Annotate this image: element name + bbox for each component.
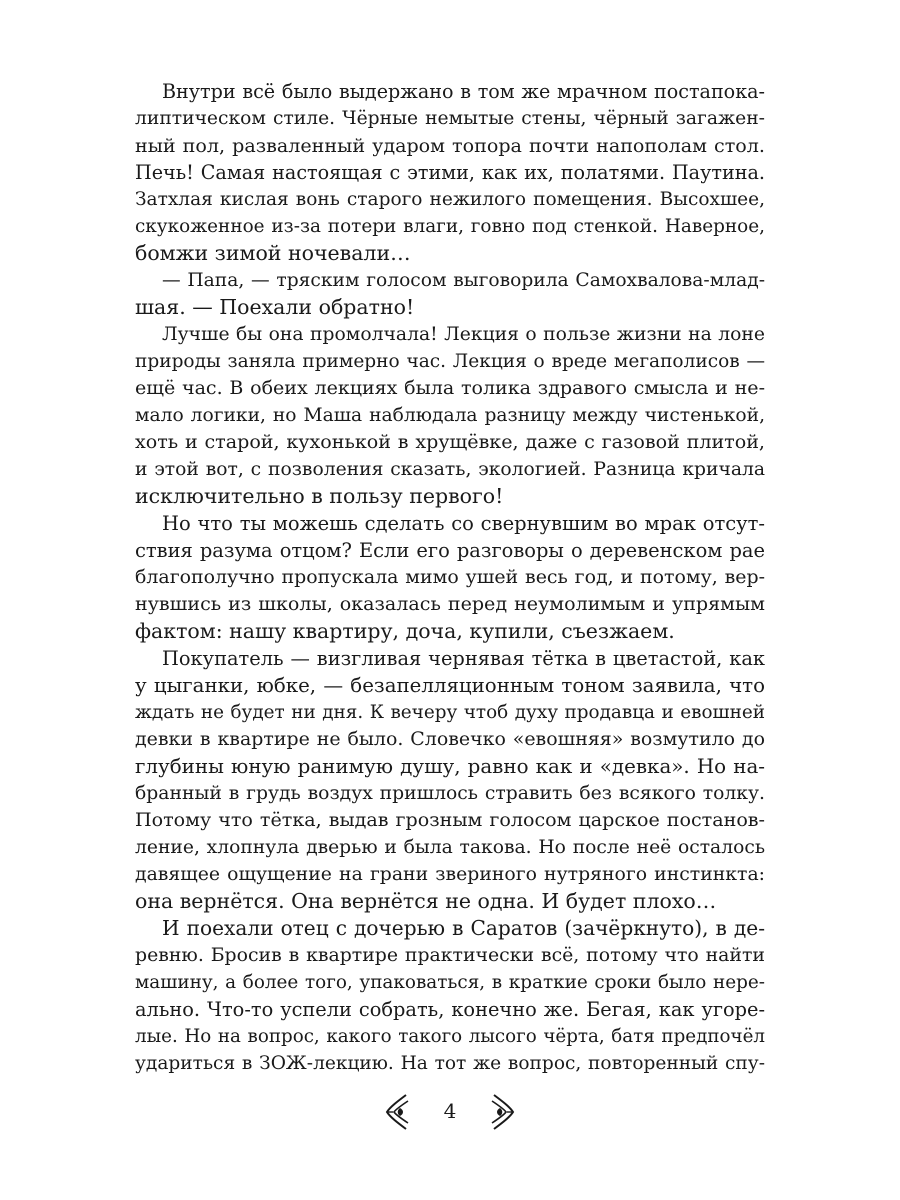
text-line: ствия разума отцом? Если его разговоры о деревенском рае (135, 539, 765, 562)
text-line: И поехали отец с дочерью в Саратов (зачёркнуто), в де- (162, 916, 765, 940)
text-line: бомжи зимой ночевали… (135, 241, 411, 265)
text-line: Покупатель — визгливая чернявая тётка в цветастой, как (162, 647, 765, 670)
text-line: машину, а более того, упаковаться, в краткие сроки было нере- (135, 972, 765, 993)
text-line: липтическом стиле. Чёрные немытые стены, чёрный загажен- (135, 108, 765, 129)
text-line: нувшись из школы, оказалась перед неумолимым и упрямым (135, 593, 765, 615)
text-line: Но что ты можешь сделать со свернувшим во мрак отсут- (162, 512, 765, 535)
text-line: скукоженное из-за потери влаги, говно под стенкой. Наверное, (135, 216, 765, 237)
text-line: у цыганки, юбке, — безапелляционным тоном заявила, что (135, 674, 765, 697)
text-line: Внутри всё было выдержано в том же мрачном постапока- (162, 80, 765, 103)
text-line: девки в квартире не было. Словечко «евошняя» возмутило до (135, 728, 765, 750)
text-line: удариться в ЗОЖ-лекцию. На тот же вопрос, повторенный спу- (135, 1053, 765, 1074)
text-line: мало логики, но Маша наблюдала разницу между чистенькой, (135, 405, 765, 426)
text-line: — Папа, — тряским голосом выговорила Самохвалова-млад- (162, 270, 765, 291)
text-line: хоть и старой, кухонькой в хрущёвке, даже с газовой плитой, (135, 431, 765, 453)
text-line: Потому что тётка, выдав грозным голосом царское постанов- (135, 809, 765, 831)
text-line: ревню. Бросив в квартире практически всё, потому что найти (135, 944, 765, 966)
text-line: лые. Но на вопрос, какого такого лысого чёрта, батя предпочёл (135, 1026, 765, 1047)
text-line: ально. Что-то успели собрать, конечно же. Бегая, как угоре- (135, 998, 765, 1021)
page-footer (0, 1085, 900, 1145)
text-line: ждать не будет ни дня. К вечеру чтоб духу продавца и евошней (135, 702, 765, 723)
text-line: давящее ощущение на грани звериного нутряного инстинкта: (135, 864, 765, 885)
text-line: ещё час. В обеих лекциях была толика здравого смысла и не- (135, 377, 765, 399)
text-line: она вернётся. Она вернётся не одна. И будет плохо… (135, 889, 717, 913)
text-line: шая. — Поехали обратно! (135, 295, 415, 319)
right-ornament-icon (488, 1091, 516, 1133)
text-line: природы заняла примерно час. Лекция о вреде мегаполисов — (135, 351, 765, 372)
text-line: ление, хлопнула дверью и была такова. Но после неё осталось (135, 837, 765, 858)
text-line: фактом: нашу квартиру, доча, купили, съезжаем. (135, 619, 675, 643)
text-line: благополучно пропускала мимо ушей весь год, и потому, вер- (135, 566, 765, 588)
body-text (135, 78, 765, 1077)
left-ornament-icon (384, 1091, 412, 1133)
text-line: и этой вот, с позволения сказать, экологией. Разница кричала (135, 459, 765, 480)
text-line: ный пол, разваленный ударом топора почти напополам стол. (135, 134, 765, 157)
text-line: Затхлая кислая вонь старого нежилого помещения. Высохшее, (135, 189, 765, 210)
text-line: Печь! Самая настоящая с этими, как их, полатями. Паутина. (135, 161, 765, 184)
text-line: исключительно в пользу первого! (135, 484, 504, 508)
text-line: глубины юную ранимую душу, равно как и «девка». Но на- (135, 755, 765, 778)
text-line: бранный в грудь воздух пришлось стравить без всякого толку. (135, 783, 765, 804)
page-number: 4 (443, 1099, 457, 1123)
text-line: Лучше бы она промолчала! Лекция о пользе жизни на лоне (162, 324, 765, 345)
